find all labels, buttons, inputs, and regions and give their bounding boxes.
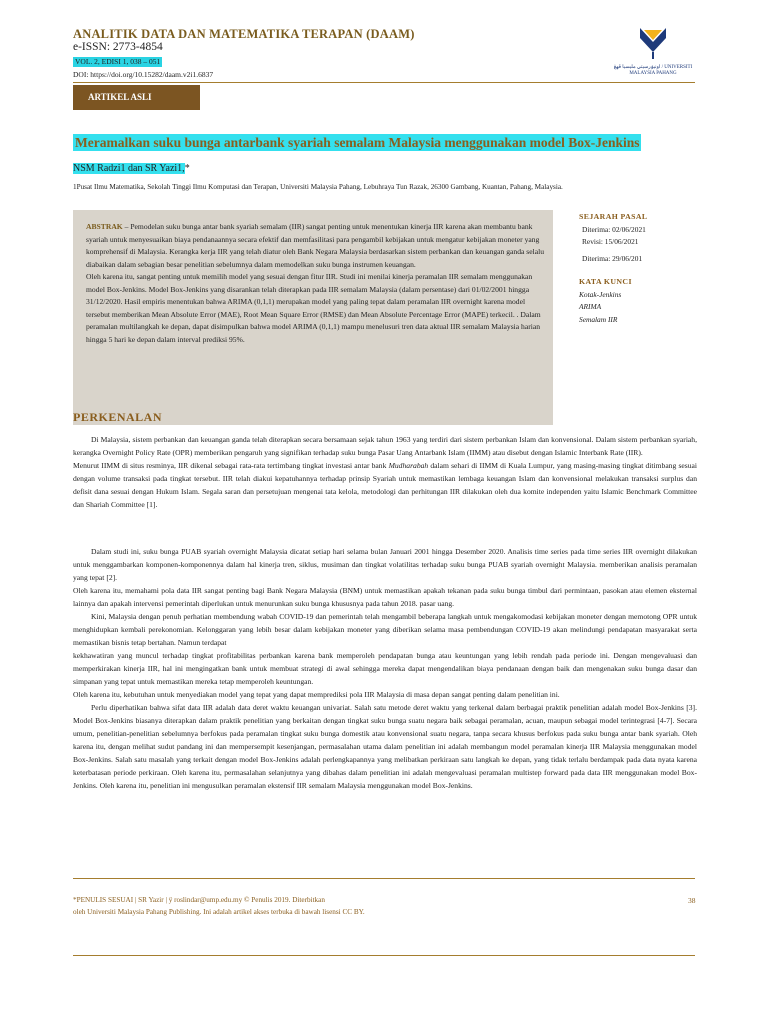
- body-block-2: [73, 545, 697, 792]
- journal-title: ANALITIK DATA DAN MATEMATIKA TERAPAN (DAAM): [73, 27, 415, 41]
- keywords: [579, 276, 699, 326]
- abstract-label: ABSTRAK: [86, 222, 123, 231]
- ump-shield-icon: [638, 26, 668, 60]
- body-paragraph: Di Malaysia, sistem perbankan dan keuangan ganda telah diterapkan secara bersamaan sejak tahun 1963 yang terdiri dari sistem perbankan Islam dan konvensional. Dalam sistem perbankan syariah, kerangka Overnight Policy Rate (OPR) memberikan pengaruh yang signifikan terhadap suku bunga Pasar Uang Antarbank Islam (IIMM) atau disebut dengan Islamic Interbank Rate (IIR).: [73, 435, 697, 457]
- history-accepted: Diterima: 29/06/201: [582, 253, 643, 263]
- body-paragraph: Dalam studi ini, suku bunga PUAB syariah overnight Malaysia dicatat setiap hari selama bulan Januari 2001 hingga Desember 2020. Analisis time series pada time series IIR overnight dilakukan untuk menggambarkan komponen-komponennya dalam hal kinerja tren, siklus, musiman dan tingkat volatilitas terhadap suku bunga PUAB syariah overnight Malaysia. memberikan analisis peramalan yang tepat [2].: [73, 547, 697, 582]
- body-paragraph: Menurut IIMM di situs resminya, IIR dikenal sebagai rata-rata tertimbang tingkat investasi antar bank Mudharabah dalam sehari di IIMM di Kuala Lumpur, yang masing-masing tingkat ditimbang sesuai dengan volume transaksi pada tingkat tersebut. IIR telah diakui kepatuhannya terhadap prinsip Syariah untuk memastikan lembaga keuangan Islam dan konvensional melakukan transaksi surplus dan defisit dana sesuai dengan Hukum Islam. Segala saran dan persetujuan mengenai tata kelola, metodologi dan perhitungan IIR dilakukan oleh dua komite independen yaitu Islamic Benchmark Committee dan Shariah Committee [1].: [73, 461, 697, 509]
- section-heading: PERKENALAN: [73, 410, 163, 424]
- keyword-item: Semalam IIR: [579, 314, 618, 324]
- article-type-label: ARTIKEL ASLI: [73, 85, 200, 110]
- footnote: [73, 894, 365, 918]
- keyword-item: ARIMA: [579, 302, 602, 311]
- university-logo-caption: اونيۏرسيتي مليسيا ڤهڠ / UNIVERSITI MALAYSIA PAHANG: [613, 65, 693, 76]
- history-heading: SEJARAH PASAL: [579, 212, 648, 221]
- body-paragraph: Oleh karena itu, memahami pola data IIR sangat penting bagi Bank Negara Malaysia (BNM) untuk memastikan apakah tekanan pada suku bunga timbul dari permintaan, pasokan atau elemen eksternal lainnya dan apakah intervensi pemerintah diperlukan untuk menurunkan suku bunga khususnya pada tahun 2018. pasar uang.: [73, 586, 697, 608]
- body-block-1: [73, 433, 697, 511]
- body-paragraph: Perlu diperhatikan bahwa sifat data IIR adalah data deret waktu keuangan univariat. Salah satu metode deret waktu yang terkenal dalam berbagai praktik penelitian adalah model Box-Jenkins [3]. Model Box-Jenkins biasanya diterapkan dalam praktik penelitian yang berkaitan dengan tingkat suku bunga suatu negara baik sebagai peramalan, acuan, maupun sebagai model terintegrasi [4-7]. Secara umum, penelitian-penelitian sebelumnya berfokus pada peramalan tingkat suku bunga domestik atau konvensional suatu negara, tanpa secara khusus berfokus pada suku bunga antar bank syariah. Oleh karena itu, dengan melihat sudut pandang ini dan mempersempit kesenjangan, permasalahan utama dalam penelitian ini adalah membangun model peramalan kinerja IIR Malaysia menggunakan model Box-Jenkins. Salah satu masalah yang terkait dengan model Box-Jenkins adalah perlengkapannya yang melibatkan perkiraan satu langkah ke depan, yang tidak terlalu berdampak pada data nyata karena keterbatasan periode perkiraan. Oleh karena itu, permasalahan selanjutnya yang dibahas dalam penelitian ini adalah mengevaluasi peramalan multistep forward pada data IIR menggunakan model Box- Jenkins. Oleh karena itu, penelitian ini mengusulkan peramalan ekstensif IIR semalam Malaysia menggunakan model Box-Jenkins.: [73, 703, 697, 790]
- university-logo: [612, 26, 694, 78]
- keywords-heading: KATA KUNCI: [579, 277, 632, 286]
- author-line: [73, 162, 190, 175]
- abstract-paragraph-1: – Pemodelan suku bunga antar bank syariah semalam (IIR) sangat penting untuk menentukan kinerja IIR karena akan membantu bank syariah untuk menyesuaikan biaya pendanaannya secara efektif dan memfasilitasi para pengambil kebijakan untuk mengatur kebijakan moneter yang komprehensif di Malaysia. Kerangka kerja IIR yang telah diatur oleh Bank Negara Malaysia berdasarkan sistem perbankan dan keuangan ganda selalu diabaikan dalam sebagian besar penelitian sebelumnya dalam memodelkan suku bunga instrumen keuangan.: [86, 222, 544, 269]
- footer-divider: [73, 878, 695, 879]
- page-number: 38: [688, 896, 696, 905]
- article-history: [579, 211, 699, 265]
- journal-eissn: e-ISSN: 2773-4854: [73, 41, 163, 53]
- abstract-text: [86, 221, 546, 346]
- article-title: Meramalkan suku bunga antarbank syariah semalam Malaysia menggunakan model Box-Jenkins: [75, 135, 640, 150]
- abstract-paragraph-2: Oleh karena itu, sangat penting untuk memilih model yang sesuai dengan fitur IIR. Studi ini menilai kinerja peramalan IIR semalam menggunakan model Box-Jenkins. Model Box-Jenkins yang disarankan telah diterapkan pada IIR semalam Malaysia (dalam persentase) dari 01/02/2001 hingga 31/12/2020. Hasil empiris menentukan bahwa ARIMA (0,1,1) merupakan model yang paling tepat dalam peramalan IIR overnight karena model tersebut memberikan Mean Absolute Error (MAE), Root Mean Square Error (RMSE) dan Mean Absolute Percentage Error (MAPE) terkecil. . Dalam peramalan multilangkah ke depan, dapat disimpulkan bahwa model ARIMA (0,1,1) mampu menelusuri tren data aktual IIR semalam Malaysia harian hingga 5 hari ke depan dalam interval prediksi 95%.: [86, 272, 541, 344]
- journal-volume: VOL. 2, EDISI 1, 038 – 051: [75, 57, 161, 66]
- author-names: NSM Radzi1 dan SR Yazi1,: [73, 163, 185, 174]
- affiliation: 1Pusat Ilmu Matematika, Sekolah Tinggi Ilmu Komputasi dan Terapan, Universiti Malaysia Pahang, Lebuhraya Tun Razak, 26300 Gambang, Kuantan, Pahang, Malaysia.: [73, 183, 563, 191]
- header-divider: [73, 82, 695, 83]
- corresponding-mark: *: [184, 163, 190, 174]
- history-revised: Revisi: 15/06/2021: [582, 237, 639, 246]
- history-received: Diterima: 02/06/2021: [582, 224, 646, 234]
- body-paragraph: Kini, Malaysia dengan penuh perhatian membendung wabah COVID-19 dan pemerintah telah mengambil beberapa langkah untuk mengakomodasi kebijakan moneter dengan memotong OPR untuk menghidupkan kembali perekonomian. Kelonggaran yang lebih besar dalam kebijakan moneter yang diberikan selama masa pembendungan COVID-19 akan melindungi pendapatan masyarakat serta memastikan bisnis tetap bertahan. Namun terdapat: [73, 612, 697, 647]
- keyword-item: Kotak-Jenkins: [579, 289, 622, 299]
- body-paragraph: Oleh karena itu, kebutuhan untuk menyediakan model yang tepat yang dapat memprediksi pola IIR Malaysia di masa depan sangat penting dalam penelitian ini.: [73, 690, 560, 699]
- bottom-divider: [73, 955, 695, 956]
- footnote-line-2: oleh Universiti Malaysia Pahang Publishing. Ini adalah artikel akses terbuka di bawah lisensi CC BY.: [73, 908, 365, 916]
- article-doi[interactable]: DOI: https://doi.org/10.15282/daam.v2i1.6837: [73, 70, 214, 79]
- body-paragraph: kekhawatiran yang muncul terhadap tingkat profitabilitas perbankan karena bank memperoleh pendapatan bunga atau keuntungan yang lebih rendah pada periode ini. Dengan mengevaluasi dan memperkirakan kinerja IIR, hal ini mengingatkan bank untuk membuat strategi di awal sehingga mereka dapat mengendalikan biaya pendanaan dengan baik dan mengenakan suku bunga dasar dan simpanan yang tepat untuk memastikan mereka tetap memperoleh keuntungan.: [73, 651, 697, 686]
- footnote-line-1: *PENULIS SESUAI | SR Yazir | ÿ roslindar@ump.edu.my © Penulis 2019. Diterbitkan: [73, 896, 325, 904]
